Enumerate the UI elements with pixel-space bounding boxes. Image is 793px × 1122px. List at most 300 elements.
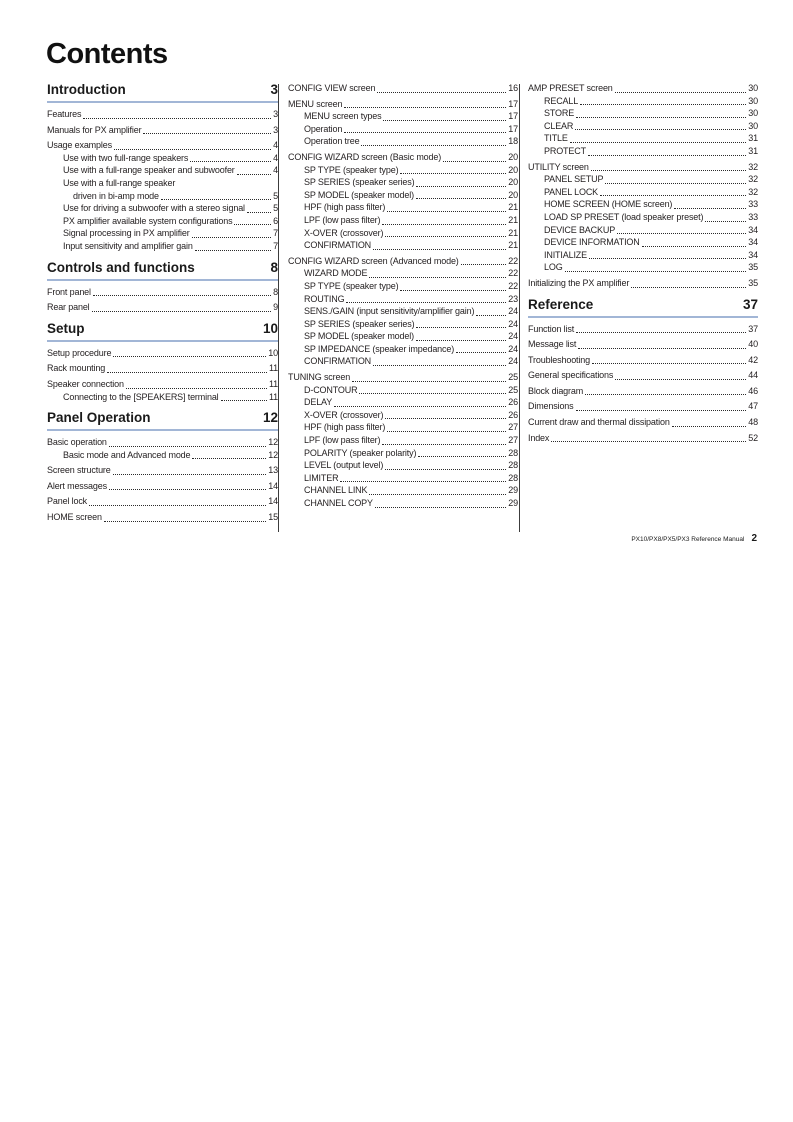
toc-section-heading[interactable] <box>47 321 278 342</box>
page-number: 37 <box>748 323 758 334</box>
leader-dots <box>589 258 746 259</box>
page-number: 5 <box>273 190 278 201</box>
page-number: 37 <box>742 296 758 312</box>
toc-entry-label: MENU screen <box>288 98 343 109</box>
leader-dots <box>104 521 266 522</box>
leader-dots <box>565 271 747 272</box>
toc-entry[interactable] <box>288 82 518 95</box>
toc-entry[interactable] <box>528 354 758 367</box>
toc-entry-label: STORE <box>544 108 575 119</box>
page-number: 28 <box>508 472 518 483</box>
page-number: 13 <box>268 465 278 476</box>
toc-entry-label: HOME SCREEN (HOME screen) <box>544 199 673 210</box>
toc-entry-label: SENS./GAIN (input sensitivity/amplifier gain) <box>304 306 475 317</box>
leader-dots <box>385 236 506 237</box>
toc-entry[interactable] <box>288 459 518 472</box>
page-number: 7 <box>273 240 278 251</box>
leader-dots <box>344 107 506 108</box>
page-number: 18 <box>508 136 518 147</box>
toc-entry[interactable] <box>528 432 758 445</box>
leader-dots <box>385 469 506 470</box>
toc-entry-label: Front panel <box>47 286 91 297</box>
page-number: 31 <box>748 133 758 144</box>
page-number: 20 <box>508 164 518 175</box>
page-number: 14 <box>268 480 278 491</box>
page-number: 31 <box>748 145 758 156</box>
toc-entry[interactable] <box>288 421 518 434</box>
page-number: 11 <box>268 391 278 402</box>
toc-entry[interactable] <box>47 436 278 449</box>
leader-dots <box>247 212 271 213</box>
page-number: 11 <box>268 363 278 374</box>
page-number: 11 <box>268 378 278 389</box>
toc-entry[interactable] <box>528 173 758 186</box>
toc-entry[interactable] <box>288 135 518 148</box>
toc-entry[interactable] <box>288 280 518 293</box>
footer-manual-name: PX10/PX8/PX5/PX3 Reference Manual <box>631 536 745 543</box>
toc-entry[interactable] <box>288 255 518 268</box>
page-number: 25 <box>508 384 518 395</box>
page-number: 26 <box>508 409 518 420</box>
page-number: 29 <box>508 498 518 508</box>
page-number: 32 <box>748 186 758 197</box>
page-number: 10 <box>262 320 278 336</box>
leader-dots <box>382 444 506 445</box>
toc-entry[interactable] <box>47 190 278 203</box>
toc-entry[interactable] <box>47 301 278 314</box>
toc-entry[interactable] <box>528 82 758 95</box>
toc-entry-label: SP IMPEDANCE (speaker impedance) <box>304 343 455 354</box>
leader-dots <box>617 233 746 234</box>
leader-dots <box>416 198 506 199</box>
page-number: 24 <box>508 306 518 317</box>
leader-dots <box>113 356 266 357</box>
leader-dots <box>416 340 506 341</box>
page-number: 24 <box>508 343 518 354</box>
leader-dots <box>237 174 271 175</box>
leader-dots <box>605 183 746 184</box>
toc-entry-label: Rack mounting <box>47 363 106 374</box>
toc-entry-label: LPF (low pass filter) <box>304 214 381 225</box>
page-number: 27 <box>508 422 518 433</box>
page-number: 26 <box>508 397 518 408</box>
toc-entry-label: Troubleshooting <box>528 354 590 365</box>
leader-dots <box>361 145 506 146</box>
toc-entry[interactable] <box>47 202 278 215</box>
toc-entry[interactable] <box>528 107 758 120</box>
toc-entry-label: Signal processing in PX amplifier <box>63 228 190 239</box>
toc-entry-label: ROUTING <box>304 293 345 304</box>
toc-entry[interactable] <box>288 472 518 485</box>
leader-dots <box>600 195 746 196</box>
toc-entry[interactable] <box>288 267 518 280</box>
leader-dots <box>93 295 271 296</box>
page-number: 28 <box>508 460 518 471</box>
toc-entry-label: CONFIG WIZARD screen (Basic mode) <box>288 151 442 162</box>
page-number: 34 <box>748 237 758 248</box>
toc-entry[interactable] <box>288 484 518 497</box>
leader-dots <box>576 410 747 411</box>
toc-entry[interactable] <box>528 249 758 262</box>
toc-entry[interactable] <box>47 362 278 375</box>
toc-entry[interactable] <box>528 224 758 237</box>
toc-entry[interactable] <box>528 95 758 108</box>
leader-dots <box>580 104 746 105</box>
toc-entry[interactable] <box>528 132 758 145</box>
toc-entry[interactable] <box>47 240 278 253</box>
leader-dots <box>369 494 506 495</box>
toc-entry-label: TUNING screen <box>288 372 351 383</box>
toc-entry[interactable] <box>288 497 518 510</box>
toc-entry-label: driven in bi-amp mode <box>73 190 159 201</box>
toc-entry-label: AMP PRESET screen <box>528 83 613 93</box>
toc-entry-label: Use for driving a subwoofer with a stereo signal <box>63 203 245 214</box>
page-number: 8 <box>273 286 278 297</box>
page-number: 9 <box>273 302 278 313</box>
toc-entry[interactable] <box>47 378 278 391</box>
leader-dots <box>334 406 506 407</box>
toc-entry[interactable] <box>47 464 278 477</box>
page-number: 3 <box>270 82 278 97</box>
page-number: 14 <box>268 496 278 507</box>
toc-entry-label: PANEL LOCK <box>544 186 599 197</box>
toc-entry-label: Block diagram <box>528 385 584 396</box>
leader-dots <box>195 250 271 251</box>
toc-entry-label: INITIALIZE <box>544 249 588 260</box>
toc-entry[interactable] <box>528 261 758 274</box>
leader-dots <box>592 363 746 364</box>
toc-entry[interactable] <box>288 189 518 202</box>
page-number: 20 <box>508 177 518 188</box>
toc-entry[interactable] <box>528 236 758 249</box>
toc-section-label: Setup <box>47 320 85 336</box>
leader-dots <box>83 118 271 119</box>
page-number: 44 <box>748 370 758 381</box>
toc-entry[interactable] <box>528 369 758 382</box>
toc-entry-label: Rear panel <box>47 302 90 313</box>
toc-entry[interactable] <box>528 186 758 199</box>
toc-entry[interactable] <box>288 355 518 368</box>
toc-entry-label: CONFIRMATION <box>304 356 372 367</box>
toc-entry[interactable] <box>47 108 278 121</box>
toc-entry[interactable] <box>47 177 278 190</box>
toc-entry[interactable] <box>288 371 518 384</box>
toc-entry-label: Index <box>528 432 550 443</box>
page-number: 7 <box>273 228 278 239</box>
toc-section-heading[interactable] <box>47 410 278 431</box>
page-number: 35 <box>748 277 758 288</box>
leader-dots <box>344 132 506 133</box>
toc-entry-label: CHANNEL COPY <box>304 498 373 508</box>
leader-dots <box>456 352 506 353</box>
leader-dots <box>234 224 271 225</box>
toc-entry-label: SP MODEL (speaker model) <box>304 189 414 200</box>
toc-entry-label: CONFIG WIZARD screen (Advanced mode) <box>288 255 459 266</box>
toc-entry-label: SP SERIES (speaker series) <box>304 177 415 188</box>
page-number: 52 <box>748 432 758 443</box>
toc-entry-label: LEVEL (output level) <box>304 460 384 471</box>
toc-entry-label: HPF (high pass filter) <box>304 422 386 433</box>
toc-entry-label: POLARITY (speaker polarity) <box>304 447 417 458</box>
toc-entry-label: Use with two full-range speakers <box>63 152 189 163</box>
page-number: 12 <box>268 437 278 448</box>
toc-entry[interactable] <box>47 511 278 524</box>
toc-entry[interactable] <box>288 151 518 164</box>
page-number: 23 <box>508 293 518 304</box>
toc-entry[interactable] <box>288 164 518 177</box>
toc-entry-label: CONFIRMATION <box>304 240 372 251</box>
page-number: 8 <box>270 259 278 275</box>
leader-dots <box>382 224 506 225</box>
toc-entry-label: Features <box>47 109 82 119</box>
page-number: 25 <box>508 372 518 383</box>
leader-dots <box>192 237 272 238</box>
toc-section-label: Reference <box>528 296 594 312</box>
page-number: 17 <box>508 111 518 122</box>
toc-entry[interactable] <box>288 318 518 331</box>
toc-column-2 <box>288 82 518 510</box>
toc-entry[interactable] <box>288 396 518 409</box>
toc-section-label: Panel Operation <box>47 410 151 426</box>
toc-entry[interactable] <box>288 214 518 227</box>
page-number: 32 <box>748 174 758 185</box>
toc-entry[interactable] <box>528 145 758 158</box>
page-number: 15 <box>268 512 278 523</box>
toc-entry-label: DEVICE INFORMATION <box>544 237 640 248</box>
leader-dots <box>113 474 267 475</box>
leader-dots <box>576 332 746 333</box>
toc-entry-label: Basic mode and Advanced mode <box>63 449 191 460</box>
toc-entry[interactable] <box>288 227 518 240</box>
toc-entry-label: CLEAR <box>544 120 574 131</box>
toc-entry[interactable] <box>47 286 278 299</box>
page-number: 4 <box>273 165 278 176</box>
leader-dots <box>416 186 506 187</box>
toc-entry-label: HOME screen <box>47 512 102 523</box>
toc-entry[interactable] <box>47 227 278 240</box>
toc-section-heading[interactable] <box>47 260 278 281</box>
page-number: 21 <box>508 202 518 213</box>
toc-entry[interactable] <box>288 110 518 123</box>
page-number: 10 <box>268 347 278 358</box>
toc-entry[interactable] <box>288 434 518 447</box>
toc-entry-label: Panel lock <box>47 496 88 507</box>
page-number: 40 <box>748 339 758 350</box>
toc-entry[interactable] <box>288 293 518 306</box>
toc-entry-label: LPF (low pass filter) <box>304 435 381 446</box>
toc-entry-label: X-OVER (crossover) <box>304 409 384 420</box>
page-number: 5 <box>273 203 278 214</box>
toc-entry[interactable] <box>288 305 518 318</box>
toc-entry[interactable] <box>288 330 518 343</box>
page-number: 20 <box>508 151 518 162</box>
page-number: 48 <box>748 417 758 428</box>
page-number: 17 <box>508 98 518 109</box>
toc-entry-label: DEVICE BACKUP <box>544 224 616 235</box>
toc-entry-label: Manuals for PX amplifier <box>47 124 142 135</box>
toc-entry-label: Connecting to the [SPEAKERS] terminal <box>63 391 219 402</box>
page-number: 34 <box>748 249 758 260</box>
toc-entry-label: SP TYPE (speaker type) <box>304 164 399 175</box>
leader-dots <box>89 505 266 506</box>
toc-entry-label: LOAD SP PRESET (load speaker preset) <box>544 211 704 222</box>
toc-entry[interactable] <box>288 384 518 397</box>
toc-entry-label: Usage examples <box>47 140 112 151</box>
leader-dots <box>443 161 506 162</box>
page-number: 17 <box>508 123 518 134</box>
page-number: 20 <box>508 189 518 200</box>
toc-entry-label: Function list <box>528 323 575 334</box>
toc-entry[interactable] <box>47 152 278 165</box>
toc-entry-label: HPF (high pass filter) <box>304 202 386 213</box>
toc-entry-label: Current draw and thermal dissipation <box>528 417 670 428</box>
toc-entry[interactable] <box>288 239 518 252</box>
toc-entry-label: SP SERIES (speaker series) <box>304 318 415 329</box>
page-title: Contents <box>46 38 168 70</box>
toc-entry-label: Speaker connection <box>47 378 124 389</box>
toc-section-label: Introduction <box>47 82 126 97</box>
page-number: 47 <box>748 401 758 412</box>
toc-entry[interactable] <box>288 409 518 422</box>
column-divider <box>519 84 520 532</box>
leader-dots <box>346 302 506 303</box>
leader-dots <box>400 173 506 174</box>
leader-dots <box>369 277 506 278</box>
toc-entry-label: SP MODEL (speaker model) <box>304 331 414 342</box>
toc-column-1 <box>47 82 278 524</box>
toc-entry[interactable] <box>47 480 278 493</box>
page-number: 30 <box>748 108 758 119</box>
toc-entry[interactable] <box>528 385 758 398</box>
toc-entry-label: RECALL <box>544 95 579 106</box>
toc-entry-label: SP TYPE (speaker type) <box>304 280 399 291</box>
page-number: 6 <box>273 215 278 226</box>
page-number: 12 <box>268 449 278 460</box>
toc-entry-label: TITLE <box>544 133 568 144</box>
page-number: 4 <box>273 140 278 151</box>
toc-entry-label: LIMITER <box>304 472 339 483</box>
toc-entry[interactable] <box>47 391 278 404</box>
leader-dots <box>340 481 506 482</box>
toc-entry[interactable] <box>47 124 278 137</box>
toc-entry-label: Initializing the PX amplifier <box>528 277 630 288</box>
toc-entry[interactable] <box>288 176 518 189</box>
toc-entry[interactable] <box>47 139 278 152</box>
toc-section-heading[interactable] <box>47 82 278 103</box>
leader-dots <box>377 92 506 93</box>
toc-entry-label: X-OVER (crossover) <box>304 227 384 238</box>
toc-entry[interactable] <box>528 120 758 133</box>
toc-section-heading[interactable] <box>528 297 758 318</box>
leader-dots <box>672 426 747 427</box>
page-number: 33 <box>748 211 758 222</box>
page-number: 42 <box>748 354 758 365</box>
page-number: 28 <box>508 447 518 458</box>
leader-dots <box>373 365 506 366</box>
toc-entry[interactable] <box>288 201 518 214</box>
page-number: 24 <box>508 356 518 367</box>
leader-dots <box>615 379 746 380</box>
leader-dots <box>418 456 506 457</box>
toc-entry[interactable] <box>288 123 518 136</box>
leader-dots <box>161 199 271 200</box>
page-number: 32 <box>748 161 758 172</box>
page-number: 24 <box>508 318 518 329</box>
toc-entry-label: Operation <box>304 123 343 134</box>
page-number: 3 <box>273 124 278 135</box>
page-number: 22 <box>508 255 518 266</box>
leader-dots <box>705 221 746 222</box>
toc-entry-label: Use with a full-range speaker <box>63 177 176 188</box>
leader-dots <box>375 507 506 508</box>
leader-dots <box>352 381 506 382</box>
leader-dots <box>551 441 746 442</box>
leader-dots <box>575 129 746 130</box>
toc-entry-label: Dimensions <box>528 401 574 412</box>
toc-entry[interactable] <box>528 323 758 336</box>
toc-entry[interactable] <box>47 347 278 360</box>
toc-section-label: Controls and functions <box>47 259 195 275</box>
page-number: 3 <box>273 109 278 119</box>
page-number: 12 <box>262 410 278 426</box>
toc-entry[interactable] <box>528 277 758 290</box>
toc-entry[interactable] <box>288 447 518 460</box>
toc-entry[interactable] <box>528 400 758 413</box>
toc-entry[interactable] <box>288 98 518 111</box>
toc-entry[interactable] <box>47 449 278 462</box>
page-number: 22 <box>508 268 518 279</box>
toc-entry[interactable] <box>528 211 758 224</box>
page-number: 35 <box>748 262 758 273</box>
leader-dots <box>578 348 746 349</box>
toc-entry-label: CONFIG VIEW screen <box>288 83 376 93</box>
leader-dots <box>461 264 507 265</box>
toc-entry[interactable] <box>288 343 518 356</box>
toc-entry[interactable] <box>528 161 758 174</box>
toc-entry-label: D-CONTOUR <box>304 384 358 395</box>
toc-entry-label: Input sensitivity and amplifier gain <box>63 240 193 251</box>
leader-dots <box>109 446 266 447</box>
toc-entry[interactable] <box>528 198 758 211</box>
leader-dots <box>631 287 746 288</box>
column-divider <box>278 84 279 532</box>
leader-dots <box>190 161 271 162</box>
toc-entry-label: Basic operation <box>47 437 107 448</box>
leader-dots <box>416 327 506 328</box>
leader-dots <box>615 92 747 93</box>
toc-entry[interactable] <box>47 164 278 177</box>
leader-dots <box>114 149 271 150</box>
leader-dots <box>476 315 506 316</box>
page-number: 30 <box>748 83 758 93</box>
leader-dots <box>570 142 747 143</box>
toc-entry[interactable] <box>528 338 758 351</box>
toc-entry[interactable] <box>528 416 758 429</box>
toc-entry-label: Alert messages <box>47 480 107 491</box>
leader-dots <box>642 246 747 247</box>
toc-entry-label: CHANNEL LINK <box>304 485 368 496</box>
toc-entry[interactable] <box>47 495 278 508</box>
page-number: 21 <box>508 227 518 238</box>
leader-dots <box>221 400 267 401</box>
page-number: 34 <box>748 224 758 235</box>
leader-dots <box>387 211 506 212</box>
leader-dots <box>591 170 747 171</box>
toc-entry-label: Screen structure <box>47 465 111 476</box>
toc-entry[interactable] <box>47 215 278 228</box>
toc-entry-label: UTILITY screen <box>528 161 589 172</box>
footer <box>631 533 757 544</box>
